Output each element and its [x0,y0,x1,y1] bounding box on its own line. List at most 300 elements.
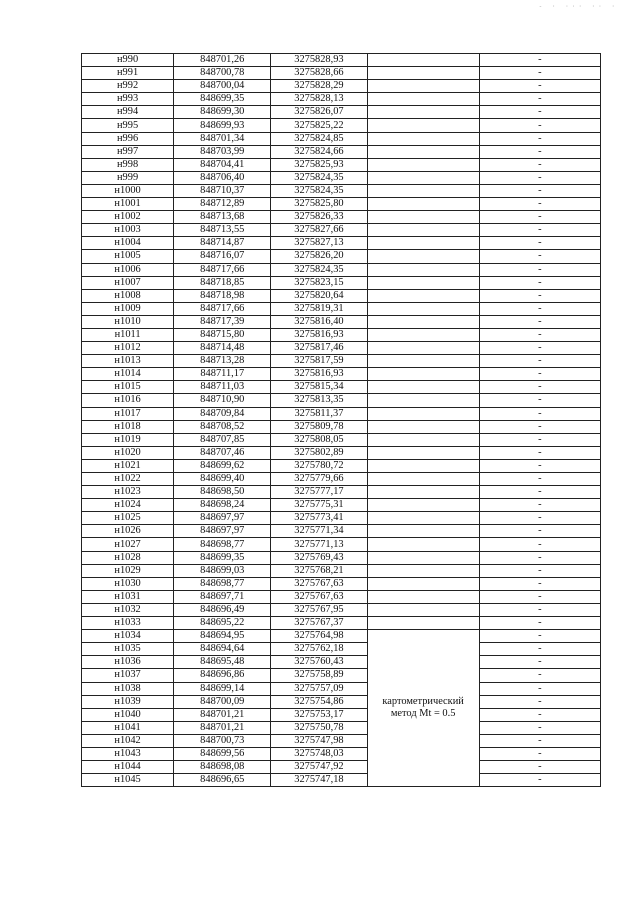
x-coordinate-cell: 848696,86 [174,669,271,682]
method-cell [367,630,479,787]
dash-cell: - [479,486,600,499]
dash-cell: - [479,302,600,315]
x-coordinate-cell: 848710,37 [174,184,271,197]
y-coordinate-cell: 3275824,35 [271,263,367,276]
y-coordinate-cell: 3275828,66 [271,67,367,80]
x-coordinate-cell: 848699,14 [174,682,271,695]
method-cell-empty [367,407,479,420]
dash-cell: - [479,315,600,328]
dash-cell: - [479,446,600,459]
dash-cell: - [479,630,600,643]
y-coordinate-cell: 3275825,80 [271,198,367,211]
x-coordinate-cell: 848699,35 [174,93,271,106]
table-row [82,643,601,656]
point-id-cell: н1044 [82,761,174,774]
x-coordinate-cell: 848699,62 [174,459,271,472]
table-row [82,132,601,145]
dash-cell: - [479,656,600,669]
y-coordinate-cell: 3275817,46 [271,342,367,355]
method-cell-empty [367,551,479,564]
x-coordinate-cell: 848701,26 [174,54,271,67]
dash-cell: - [479,132,600,145]
table-row [82,328,601,341]
point-id-cell: н1021 [82,459,174,472]
method-cell-empty [367,486,479,499]
y-coordinate-cell: 3275828,29 [271,80,367,93]
table-row [82,198,601,211]
y-coordinate-cell: 3275828,13 [271,93,367,106]
dash-cell: - [479,119,600,132]
dash-cell: - [479,473,600,486]
point-id-cell: н1000 [82,184,174,197]
point-id-cell: н1009 [82,302,174,315]
table-row [82,342,601,355]
y-coordinate-cell: 3275828,93 [271,54,367,67]
table-row [82,184,601,197]
method-cell-empty [367,80,479,93]
method-cell-empty [367,603,479,616]
table-row [82,263,601,276]
point-id-cell: н1022 [82,473,174,486]
dash-cell: - [479,590,600,603]
dash-cell: - [479,407,600,420]
point-id-cell: н1042 [82,734,174,747]
dash-cell: - [479,328,600,341]
y-coordinate-cell: 3275825,93 [271,158,367,171]
dash-cell: - [479,747,600,760]
point-id-cell: н1040 [82,708,174,721]
y-coordinate-cell: 3275757,09 [271,682,367,695]
table-row [82,603,601,616]
dash-cell: - [479,355,600,368]
dash-cell: - [479,54,600,67]
x-coordinate-cell: 848715,80 [174,328,271,341]
method-cell-empty [367,459,479,472]
point-id-cell: н1039 [82,695,174,708]
method-cell-empty [367,67,479,80]
method-cell-empty [367,289,479,302]
point-id-cell: н1027 [82,538,174,551]
dash-cell: - [479,682,600,695]
point-id-cell: н1020 [82,446,174,459]
x-coordinate-cell: 848710,90 [174,394,271,407]
y-coordinate-cell: 3275823,15 [271,276,367,289]
x-coordinate-cell: 848712,89 [174,198,271,211]
table-row [82,774,601,787]
point-id-cell: н1006 [82,263,174,276]
table-row [82,708,601,721]
table-row [82,381,601,394]
table-row [82,237,601,250]
y-coordinate-cell: 3275824,35 [271,184,367,197]
dash-cell: - [479,512,600,525]
y-coordinate-cell: 3275824,66 [271,145,367,158]
table-row [82,289,601,302]
method-cell-empty [367,93,479,106]
y-coordinate-cell: 3275754,86 [271,695,367,708]
point-id-cell: н994 [82,106,174,119]
x-coordinate-cell: 848698,77 [174,577,271,590]
method-cell-empty [367,381,479,394]
method-cell-empty [367,355,479,368]
dash-cell: - [479,224,600,237]
dash-cell: - [479,669,600,682]
point-id-cell: н998 [82,158,174,171]
table-row [82,145,601,158]
dash-cell: - [479,499,600,512]
y-coordinate-cell: 3275826,33 [271,211,367,224]
y-coordinate-cell: 3275779,66 [271,473,367,486]
table-row [82,446,601,459]
dash-cell: - [479,184,600,197]
y-coordinate-cell: 3275748,03 [271,747,367,760]
table-row [82,577,601,590]
point-id-cell: н993 [82,93,174,106]
x-coordinate-cell: 848717,66 [174,302,271,315]
coordinates-table-body [82,54,601,787]
table-row [82,315,601,328]
y-coordinate-cell: 3275827,13 [271,237,367,250]
dash-cell: - [479,708,600,721]
y-coordinate-cell: 3275760,43 [271,656,367,669]
y-coordinate-cell: 3275747,98 [271,734,367,747]
point-id-cell: н1041 [82,721,174,734]
x-coordinate-cell: 848707,46 [174,446,271,459]
point-id-cell: н1025 [82,512,174,525]
method-cell-empty [367,328,479,341]
method-cell-empty [367,250,479,263]
dash-cell: - [479,93,600,106]
dash-cell: - [479,145,600,158]
point-id-cell: н1045 [82,774,174,787]
table-row [82,433,601,446]
table-row [82,590,601,603]
point-id-cell: н1003 [82,224,174,237]
y-coordinate-cell: 3275758,89 [271,669,367,682]
table-row [82,564,601,577]
table-row [82,276,601,289]
x-coordinate-cell: 848700,78 [174,67,271,80]
point-id-cell: н999 [82,171,174,184]
table-row [82,512,601,525]
point-id-cell: н1026 [82,525,174,538]
x-coordinate-cell: 848700,09 [174,695,271,708]
method-cell-empty [367,564,479,577]
point-id-cell: н1004 [82,237,174,250]
table-row [82,224,601,237]
method-cell-empty [367,420,479,433]
point-id-cell: н1014 [82,368,174,381]
point-id-cell: н1043 [82,747,174,760]
x-coordinate-cell: 848697,71 [174,590,271,603]
dash-cell: - [479,342,600,355]
point-id-cell: н1036 [82,656,174,669]
y-coordinate-cell: 3275750,78 [271,721,367,734]
dash-cell: - [479,538,600,551]
x-coordinate-cell: 848699,30 [174,106,271,119]
point-id-cell: н997 [82,145,174,158]
x-coordinate-cell: 848698,08 [174,761,271,774]
point-id-cell: н1013 [82,355,174,368]
dash-cell: - [479,774,600,787]
point-id-cell: н1033 [82,617,174,630]
dash-cell: - [479,695,600,708]
table-row [82,459,601,472]
y-coordinate-cell: 3275813,35 [271,394,367,407]
dash-cell: - [479,368,600,381]
method-cell-empty [367,54,479,67]
method-cell-empty [367,538,479,551]
dash-cell: - [479,80,600,93]
y-coordinate-cell: 3275777,17 [271,486,367,499]
dash-cell: - [479,276,600,289]
table-row [82,407,601,420]
table-row [82,617,601,630]
point-id-cell: н1034 [82,630,174,643]
dash-cell: - [479,761,600,774]
method-cell-empty [367,512,479,525]
x-coordinate-cell: 848700,73 [174,734,271,747]
table-row [82,106,601,119]
point-id-cell: н1008 [82,289,174,302]
method-cell-empty [367,119,479,132]
table-row [82,656,601,669]
x-coordinate-cell: 848714,87 [174,237,271,250]
point-id-cell: н995 [82,119,174,132]
point-id-cell: н1032 [82,603,174,616]
x-coordinate-cell: 848713,55 [174,224,271,237]
dash-cell: - [479,617,600,630]
x-coordinate-cell: 848699,56 [174,747,271,760]
dash-cell: - [479,263,600,276]
dash-cell: - [479,643,600,656]
y-coordinate-cell: 3275747,92 [271,761,367,774]
x-coordinate-cell: 848717,39 [174,315,271,328]
y-coordinate-cell: 3275819,31 [271,302,367,315]
dash-cell: - [479,564,600,577]
y-coordinate-cell: 3275826,20 [271,250,367,263]
y-coordinate-cell: 3275753,17 [271,708,367,721]
dash-cell: - [479,420,600,433]
y-coordinate-cell: 3275827,66 [271,224,367,237]
point-id-cell: н1035 [82,643,174,656]
method-cell-empty [367,473,479,486]
method-cell-empty [367,617,479,630]
method-cell-empty [367,106,479,119]
x-coordinate-cell: 848717,66 [174,263,271,276]
y-coordinate-cell: 3275808,05 [271,433,367,446]
y-coordinate-cell: 3275825,22 [271,119,367,132]
y-coordinate-cell: 3275802,89 [271,446,367,459]
method-cell-empty [367,577,479,590]
table-row [82,420,601,433]
method-name: картометрический [382,696,464,708]
table-row [82,54,601,67]
table-row [82,682,601,695]
x-coordinate-cell: 848699,03 [174,564,271,577]
dash-cell: - [479,459,600,472]
point-id-cell: н1002 [82,211,174,224]
dash-cell: - [479,603,600,616]
x-coordinate-cell: 848703,99 [174,145,271,158]
x-coordinate-cell: 848699,35 [174,551,271,564]
method-cell-empty [367,198,479,211]
point-id-cell: н1031 [82,590,174,603]
method-accuracy: метод Mt = 0.5 [390,708,456,720]
x-coordinate-cell: 848696,49 [174,603,271,616]
page-header-marks: - · ··· ·· · [538,3,618,10]
dash-cell: - [479,734,600,747]
y-coordinate-cell: 3275820,64 [271,289,367,302]
x-coordinate-cell: 848698,24 [174,499,271,512]
dash-cell: - [479,577,600,590]
x-coordinate-cell: 848704,41 [174,158,271,171]
x-coordinate-cell: 848713,68 [174,211,271,224]
y-coordinate-cell: 3275769,43 [271,551,367,564]
x-coordinate-cell: 848706,40 [174,171,271,184]
table-row [82,355,601,368]
table-row [82,499,601,512]
table-row [82,473,601,486]
y-coordinate-cell: 3275815,34 [271,381,367,394]
method-cell-empty [367,263,479,276]
x-coordinate-cell: 848711,03 [174,381,271,394]
dash-cell: - [479,394,600,407]
point-id-cell: н1038 [82,682,174,695]
x-coordinate-cell: 848695,48 [174,656,271,669]
point-id-cell: н1030 [82,577,174,590]
table-row [82,761,601,774]
dash-cell: - [479,250,600,263]
y-coordinate-cell: 3275767,63 [271,590,367,603]
x-coordinate-cell: 848718,98 [174,289,271,302]
point-id-cell: н992 [82,80,174,93]
x-coordinate-cell: 848699,40 [174,473,271,486]
method-cell-empty [367,433,479,446]
y-coordinate-cell: 3275816,93 [271,328,367,341]
x-coordinate-cell: 848696,65 [174,774,271,787]
method-cell-empty [367,237,479,250]
table-row [82,538,601,551]
y-coordinate-cell: 3275780,72 [271,459,367,472]
x-coordinate-cell: 848716,07 [174,250,271,263]
y-coordinate-cell: 3275816,93 [271,368,367,381]
point-id-cell: н1019 [82,433,174,446]
method-cell-empty [367,590,479,603]
x-coordinate-cell: 848713,28 [174,355,271,368]
table-row [82,250,601,263]
table-row [82,525,601,538]
y-coordinate-cell: 3275771,34 [271,525,367,538]
point-id-cell: н990 [82,54,174,67]
point-id-cell: н1029 [82,564,174,577]
table-row [82,211,601,224]
method-cell-empty [367,302,479,315]
point-id-cell: н1007 [82,276,174,289]
point-id-cell: н996 [82,132,174,145]
x-coordinate-cell: 848698,50 [174,486,271,499]
point-id-cell: н1005 [82,250,174,263]
x-coordinate-cell: 848701,21 [174,708,271,721]
x-coordinate-cell: 848709,84 [174,407,271,420]
point-id-cell: н991 [82,67,174,80]
x-coordinate-cell: 848700,04 [174,80,271,93]
table-row [82,368,601,381]
table-row [82,747,601,760]
table-row [82,171,601,184]
point-id-cell: н1037 [82,669,174,682]
point-id-cell: н1010 [82,315,174,328]
x-coordinate-cell: 848708,52 [174,420,271,433]
y-coordinate-cell: 3275764,98 [271,630,367,643]
dash-cell: - [479,381,600,394]
table-row [82,67,601,80]
y-coordinate-cell: 3275826,07 [271,106,367,119]
y-coordinate-cell: 3275816,40 [271,315,367,328]
coordinates-table [81,53,601,787]
method-cell-empty [367,525,479,538]
x-coordinate-cell: 848711,17 [174,368,271,381]
point-id-cell: н1023 [82,486,174,499]
y-coordinate-cell: 3275775,31 [271,499,367,512]
method-cell-empty [367,158,479,171]
table-row [82,80,601,93]
dash-cell: - [479,106,600,119]
table-row [82,734,601,747]
table-row [82,630,601,643]
y-coordinate-cell: 3275767,63 [271,577,367,590]
method-cell-empty [367,446,479,459]
x-coordinate-cell: 848697,97 [174,525,271,538]
x-coordinate-cell: 848699,93 [174,119,271,132]
method-cell-empty [367,184,479,197]
point-id-cell: н1001 [82,198,174,211]
x-coordinate-cell: 848694,95 [174,630,271,643]
method-cell-empty [367,499,479,512]
table-row [82,721,601,734]
method-cell-empty [367,211,479,224]
table-row [82,551,601,564]
y-coordinate-cell: 3275824,85 [271,132,367,145]
table-row [82,669,601,682]
y-coordinate-cell: 3275817,59 [271,355,367,368]
method-cell-empty [367,276,479,289]
table-row [82,695,601,708]
point-id-cell: н1017 [82,407,174,420]
x-coordinate-cell: 848701,21 [174,721,271,734]
x-coordinate-cell: 848707,85 [174,433,271,446]
dash-cell: - [479,551,600,564]
method-cell-empty [367,342,479,355]
y-coordinate-cell: 3275767,37 [271,617,367,630]
method-cell-empty [367,368,479,381]
dash-cell: - [479,158,600,171]
method-cell-empty [367,315,479,328]
table-row [82,158,601,171]
table-row [82,302,601,315]
x-coordinate-cell: 848698,77 [174,538,271,551]
point-id-cell: н1011 [82,328,174,341]
table-row [82,394,601,407]
point-id-cell: н1018 [82,420,174,433]
dash-cell: - [479,433,600,446]
x-coordinate-cell: 848718,85 [174,276,271,289]
y-coordinate-cell: 3275747,18 [271,774,367,787]
point-id-cell: н1015 [82,381,174,394]
x-coordinate-cell: 848694,64 [174,643,271,656]
dash-cell: - [479,211,600,224]
method-cell-empty [367,132,479,145]
